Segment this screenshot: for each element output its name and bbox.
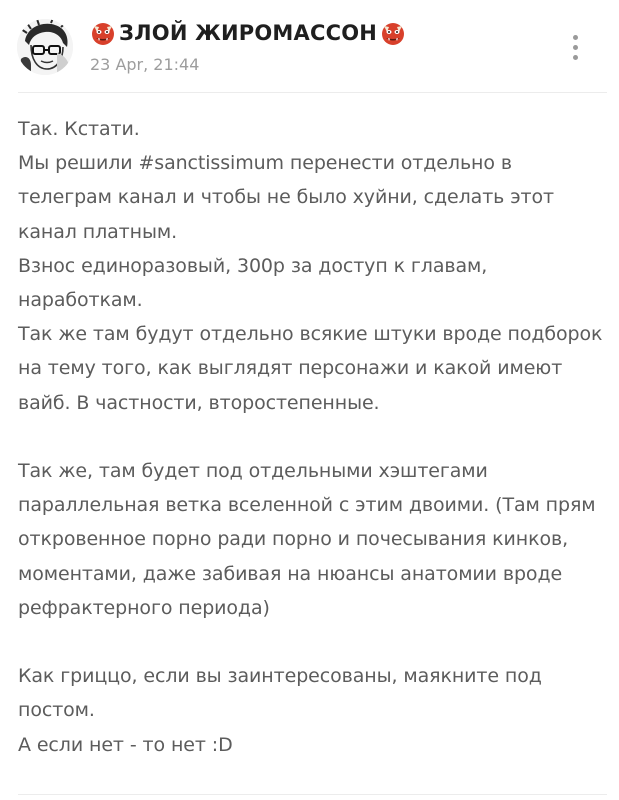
post-paragraph: Как гриццо, если вы заинтересованы, маякните под постом. bbox=[18, 665, 542, 722]
post-paragraph: Так же, там будет под отдельными хэштегами параллельная ветка вселенной с этим двоими. (Там прям откровенное порно ради порно и почесывания кинков, моментами, даже забивая на нюансы анатомии вроде рефрактерного периода) bbox=[18, 460, 596, 619]
paragraph-spacer bbox=[18, 625, 610, 659]
post-paragraph: Так. Кстати. bbox=[18, 118, 140, 140]
ogre-mask-icon bbox=[90, 20, 116, 46]
post-paragraph: А если нет - то нет :D bbox=[18, 733, 233, 756]
post-paragraph: Так же там будут отдельно всякие штуки вроде подборок на тему того, как выглядят персонажи и какой имеют вайб. В частности, второстепенные. bbox=[18, 323, 603, 414]
vertical-dots-icon bbox=[573, 55, 578, 60]
post-paragraph: Мы решили #sanctissimum перенести отдельно в телеграм канал и чтобы не было хуйни, сделать этот канал платным. bbox=[18, 152, 554, 243]
ogre-mask-icon bbox=[380, 20, 406, 46]
author-name[interactable] bbox=[90, 20, 406, 46]
vertical-dots-icon bbox=[573, 35, 578, 40]
vertical-dots-icon bbox=[573, 45, 578, 50]
header-divider bbox=[18, 92, 607, 93]
more-options-button[interactable] bbox=[562, 30, 588, 64]
post-timestamp: 23 Apr, 21:44 bbox=[90, 55, 200, 74]
paragraph-spacer bbox=[18, 420, 610, 454]
avatar[interactable] bbox=[17, 19, 73, 75]
footer-divider bbox=[18, 794, 607, 795]
post-paragraph: Взнос единоразовый, 300р за доступ к главам, наработкам. bbox=[18, 254, 488, 312]
post-body bbox=[18, 112, 610, 762]
author-name-text: ЗЛОЙ ЖИРОМАССОН bbox=[119, 21, 378, 45]
avatar-sketch-icon bbox=[17, 19, 73, 75]
post-header bbox=[0, 0, 619, 92]
